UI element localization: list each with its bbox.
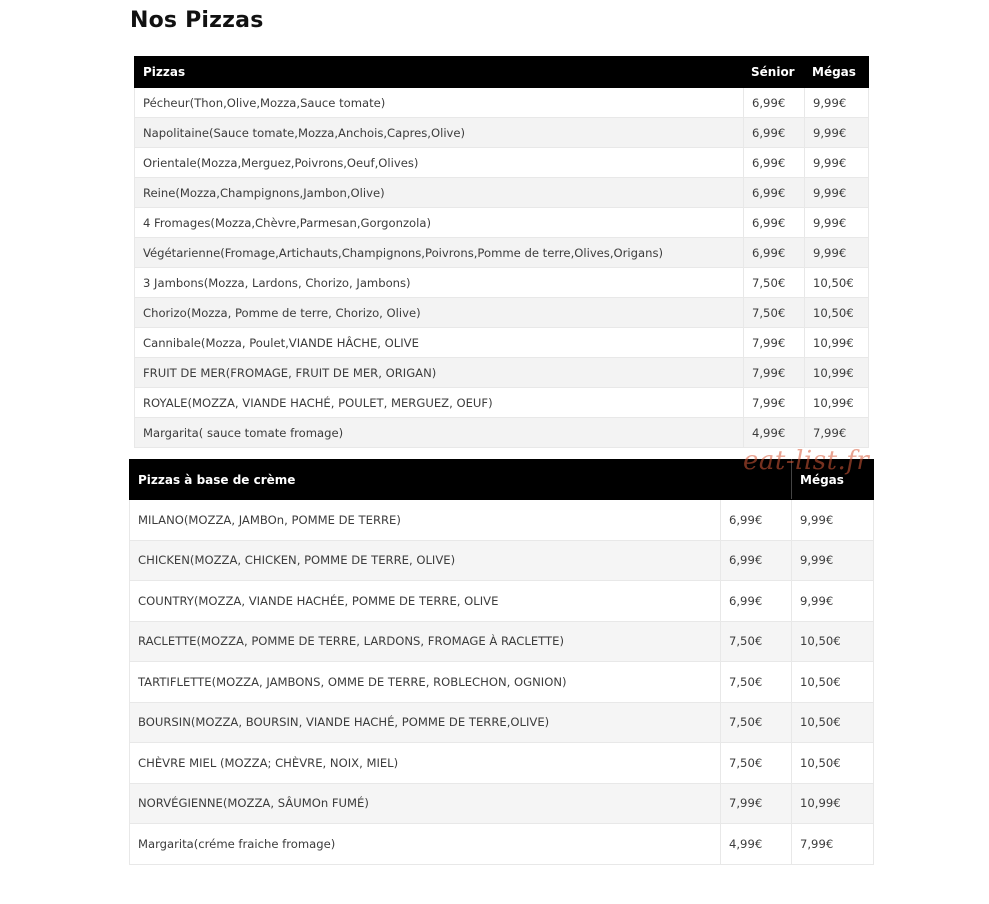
- megas-price-cell: 9,99€: [805, 208, 869, 238]
- megas-price-cell: 10,50€: [805, 268, 869, 298]
- header-senior: Sénior: [744, 57, 805, 88]
- megas-price-cell: 10,50€: [792, 702, 874, 743]
- megas-price-cell: 10,99€: [805, 388, 869, 418]
- senior-price-cell: 7,50€: [721, 662, 792, 703]
- megas-price-cell: 9,99€: [805, 88, 869, 118]
- table-row: [130, 783, 874, 824]
- pizza-name-cell: Cannibale(Mozza, Poulet,VIANDE HÂCHE, OLIVE: [135, 328, 744, 358]
- senior-price-cell: 6,99€: [721, 540, 792, 581]
- senior-price-cell: 7,50€: [744, 298, 805, 328]
- senior-price-cell: 6,99€: [721, 500, 792, 541]
- senior-price-cell: 7,50€: [721, 743, 792, 784]
- header-pizzas: Pizzas: [135, 57, 744, 88]
- table-row: [135, 388, 869, 418]
- table-row: [135, 298, 869, 328]
- table-header-row: [130, 460, 874, 500]
- table-row: [135, 358, 869, 388]
- table-row: [135, 208, 869, 238]
- senior-price-cell: 7,99€: [744, 328, 805, 358]
- senior-price-cell: 6,99€: [721, 581, 792, 622]
- pizza-name-cell: FRUIT DE MER(FROMAGE, FRUIT DE MER, ORIGAN): [135, 358, 744, 388]
- header-cream-pizzas: Pizzas à base de crème: [130, 460, 721, 500]
- megas-price-cell: 10,50€: [792, 621, 874, 662]
- megas-price-cell: 9,99€: [805, 178, 869, 208]
- megas-price-cell: 9,99€: [792, 500, 874, 541]
- table-row: [135, 148, 869, 178]
- megas-price-cell: 10,99€: [792, 783, 874, 824]
- pizza-name-cell: MILANO(MOZZA, JAMBOn, POMME DE TERRE): [130, 500, 721, 541]
- cream-pizzas-table: [129, 459, 874, 865]
- table-row: [135, 178, 869, 208]
- senior-price-cell: 7,50€: [721, 702, 792, 743]
- table-header-row: [135, 57, 869, 88]
- senior-price-cell: 6,99€: [744, 238, 805, 268]
- pizzas-table: [134, 56, 869, 448]
- senior-price-cell: 4,99€: [744, 418, 805, 448]
- senior-price-cell: 6,99€: [744, 208, 805, 238]
- senior-price-cell: 7,99€: [721, 783, 792, 824]
- pizza-name-cell: ROYALE(MOZZA, VIANDE HACHÉ, POULET, MERGUEZ, OEUF): [135, 388, 744, 418]
- table-row: [130, 743, 874, 784]
- table-row: [130, 824, 874, 865]
- table-row: [135, 328, 869, 358]
- megas-price-cell: 10,50€: [792, 743, 874, 784]
- megas-price-cell: 10,50€: [792, 662, 874, 703]
- header-megas: Mégas: [792, 460, 874, 500]
- senior-price-cell: 6,99€: [744, 118, 805, 148]
- pizza-name-cell: Margarita(créme fraiche fromage): [130, 824, 721, 865]
- watermark-logo: eat-list.fr: [743, 446, 870, 476]
- pizza-name-cell: Reine(Mozza,Champignons,Jambon,Olive): [135, 178, 744, 208]
- page-title: Nos Pizzas: [130, 8, 264, 33]
- senior-price-cell: 4,99€: [721, 824, 792, 865]
- table-row: [135, 88, 869, 118]
- senior-price-cell: 6,99€: [744, 88, 805, 118]
- megas-price-cell: 9,99€: [792, 540, 874, 581]
- megas-price-cell: 9,99€: [805, 238, 869, 268]
- table-row: [135, 118, 869, 148]
- pizza-name-cell: Chorizo(Mozza, Pomme de terre, Chorizo, Olive): [135, 298, 744, 328]
- pizza-name-cell: Margarita( sauce tomate fromage): [135, 418, 744, 448]
- senior-price-cell: 7,99€: [744, 388, 805, 418]
- megas-price-cell: 10,99€: [805, 328, 869, 358]
- pizza-name-cell: COUNTRY(MOZZA, VIANDE HACHÉE, POMME DE TERRE, OLIVE: [130, 581, 721, 622]
- table-row: [130, 540, 874, 581]
- megas-price-cell: 7,99€: [805, 418, 869, 448]
- pizza-name-cell: RACLETTE(MOZZA, POMME DE TERRE, LARDONS, FROMAGE À RACLETTE): [130, 621, 721, 662]
- senior-price-cell: 6,99€: [744, 148, 805, 178]
- table-row: [130, 621, 874, 662]
- pizza-name-cell: Napolitaine(Sauce tomate,Mozza,Anchois,Capres,Olive): [135, 118, 744, 148]
- megas-price-cell: 7,99€: [792, 824, 874, 865]
- senior-price-cell: 7,50€: [744, 268, 805, 298]
- pizza-name-cell: 3 Jambons(Mozza, Lardons, Chorizo, Jambons): [135, 268, 744, 298]
- senior-price-cell: 7,99€: [744, 358, 805, 388]
- senior-price-cell: 7,50€: [721, 621, 792, 662]
- pizza-name-cell: Pécheur(Thon,Olive,Mozza,Sauce tomate): [135, 88, 744, 118]
- pizza-name-cell: Végétarienne(Fromage,Artichauts,Champignons,Poivrons,Pomme de terre,Olives,Origans): [135, 238, 744, 268]
- table-row: [130, 500, 874, 541]
- table-row: [135, 418, 869, 448]
- table-row: [135, 268, 869, 298]
- senior-price-cell: 6,99€: [744, 178, 805, 208]
- megas-price-cell: 9,99€: [805, 148, 869, 178]
- header-megas: Mégas: [805, 57, 869, 88]
- pizza-name-cell: CHICKEN(MOZZA, CHICKEN, POMME DE TERRE, OLIVE): [130, 540, 721, 581]
- table-row: [130, 662, 874, 703]
- pizza-name-cell: 4 Fromages(Mozza,Chèvre,Parmesan,Gorgonzola): [135, 208, 744, 238]
- table-row: [130, 581, 874, 622]
- pizza-name-cell: NORVÉGIENNE(MOZZA, SÂUMOn FUMÉ): [130, 783, 721, 824]
- pizza-name-cell: TARTIFLETTE(MOZZA, JAMBONS, OMME DE TERRE, ROBLECHON, OGNION): [130, 662, 721, 703]
- table-row: [130, 702, 874, 743]
- table-row: [135, 238, 869, 268]
- header-senior-blank: [721, 460, 792, 500]
- pizza-name-cell: Orientale(Mozza,Merguez,Poivrons,Oeuf,Olives): [135, 148, 744, 178]
- pizza-name-cell: BOURSIN(MOZZA, BOURSIN, VIANDE HACHÉ, POMME DE TERRE,OLIVE): [130, 702, 721, 743]
- megas-price-cell: 9,99€: [792, 581, 874, 622]
- megas-price-cell: 10,50€: [805, 298, 869, 328]
- megas-price-cell: 9,99€: [805, 118, 869, 148]
- megas-price-cell: 10,99€: [805, 358, 869, 388]
- pizza-name-cell: CHÈVRE MIEL (MOZZA; CHÈVRE, NOIX, MIEL): [130, 743, 721, 784]
